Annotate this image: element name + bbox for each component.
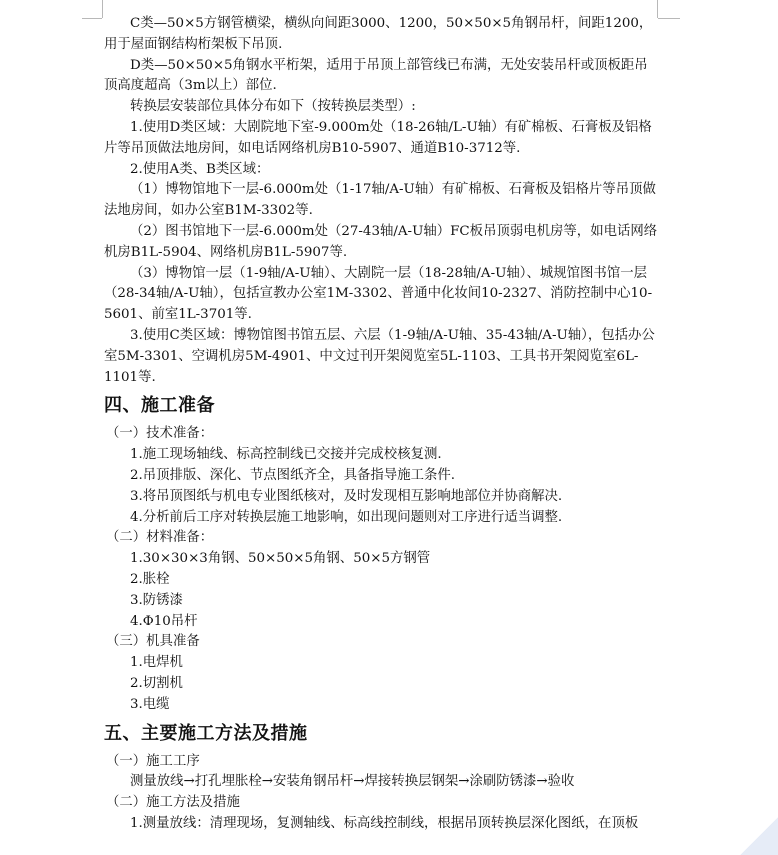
section5-heading: 五、主要施工方法及措施: [104, 722, 308, 744]
work-order-title: （一）施工工序: [106, 753, 200, 769]
paragraph-ab-2: （2）图书馆地下一层-6.000m处（27-43轴/A-U轴）FC板吊顶弱电机房等，如电话网络机房B1L-5904、网络机房B1L-5907等.: [104, 223, 658, 260]
paragraph-d-type: D类—50×50×5角钢水平桁架，适用于吊顶上部管线已布满，无处安装吊杆或顶板距吊顶高度超高（3m以上）部位.: [104, 57, 648, 94]
tech-item-1: 1.施工现场轴线、标高控制线已交接并完成校核复测.: [130, 447, 442, 463]
tech-item-4: 4.分析前后工序对转换层施工地影响，如出现问题则对工序进行适当调整.: [130, 509, 563, 525]
section4-heading: 四、施工准备: [104, 395, 215, 417]
paragraph-c-type: C类—50×5方钢管横梁，横纵向间距3000、1200，50×50×5角钢吊杆，间距1200，用于屋面钢结构桁架板下吊顶.: [104, 16, 653, 52]
crop-mark-left: [102, 0, 103, 18]
crop-mark-left-h: [82, 18, 102, 19]
work-order-text: 测量放线→打孔埋胀栓→安装角钢吊杆→焊接转换层钢架→涂刷防锈漆→验收: [130, 774, 575, 790]
page-corner-accent: [738, 811, 778, 855]
material-item-2: 2.胀栓: [130, 571, 170, 587]
material-item-3: 3.防锈漆: [130, 592, 183, 608]
paragraph-d-area: 1.使用D类区域：大剧院地下室-9.000m处（18-26轴/L-U轴）有矿棉板、石膏板及铝格片等吊顶做法地房间，如电话网络机房B10-5907、通道B10-3712等.: [104, 119, 652, 156]
tech-item-3: 3.将吊顶图纸与机电专业图纸核对，及时发现相互影响地部位并协商解决.: [130, 488, 563, 504]
tech-item-2: 2.吊顶排版、深化、节点图纸齐全，具备指导施工条件.: [130, 467, 456, 483]
paragraph-ab-1: （1）博物馆地下一层-6.000m处（1-17轴/A-U轴）有矿棉板、石膏板及铝格片等吊顶做法地房间，如办公室B1M-3302等.: [104, 182, 656, 219]
method-title: （二）施工方法及措施: [106, 795, 240, 811]
material-item-1: 1.30×30×3角钢、50×50×5角钢、50×5方钢管: [130, 551, 431, 567]
material-item-4: 4.Φ10吊杆: [130, 613, 198, 629]
tools-item-1: 1.电焊机: [130, 655, 183, 671]
paragraph-ab-area: 2.使用A类、B类区域：: [130, 161, 270, 177]
paragraph-distribution-intro: 转换层安装部位具体分布如下（按转换层类型）:: [130, 99, 416, 115]
paragraph-c-area: 3.使用C类区域：博物馆图书馆五层、六层（1-9轴/A-U轴、35-43轴/A-U轴），包括办公室5M-3301、空调机房5M-4901、中文过刊开架阅览室5L-1103、工具书开架阅览室6L-1101等.: [104, 327, 655, 385]
document-page: [104, 14, 660, 835]
tools-prep-title: （三）机具准备: [106, 634, 200, 650]
crop-mark-right-h: [658, 18, 680, 19]
tools-item-2: 2.切割机: [130, 675, 183, 691]
tech-prep-title: （一）技术准备：: [106, 426, 214, 442]
material-prep-title: （二）材料准备：: [106, 530, 214, 546]
method-text: 1.测量放线：清理现场，复测轴线、标高线控制线，根据吊顶转换层深化图纸，在顶板: [130, 815, 639, 831]
paragraph-ab-3: （3）博物馆一层（1-9轴/A-U轴）、大剧院一层（18-28轴/A-U轴）、城规馆图书馆一层（28-34轴/A-U轴），包括宣教办公室1M-3302、普通中化妆间10-2327、消防控制中心10-5601、前室1L-3701等.: [104, 265, 653, 323]
tools-item-3: 3.电缆: [130, 696, 170, 712]
